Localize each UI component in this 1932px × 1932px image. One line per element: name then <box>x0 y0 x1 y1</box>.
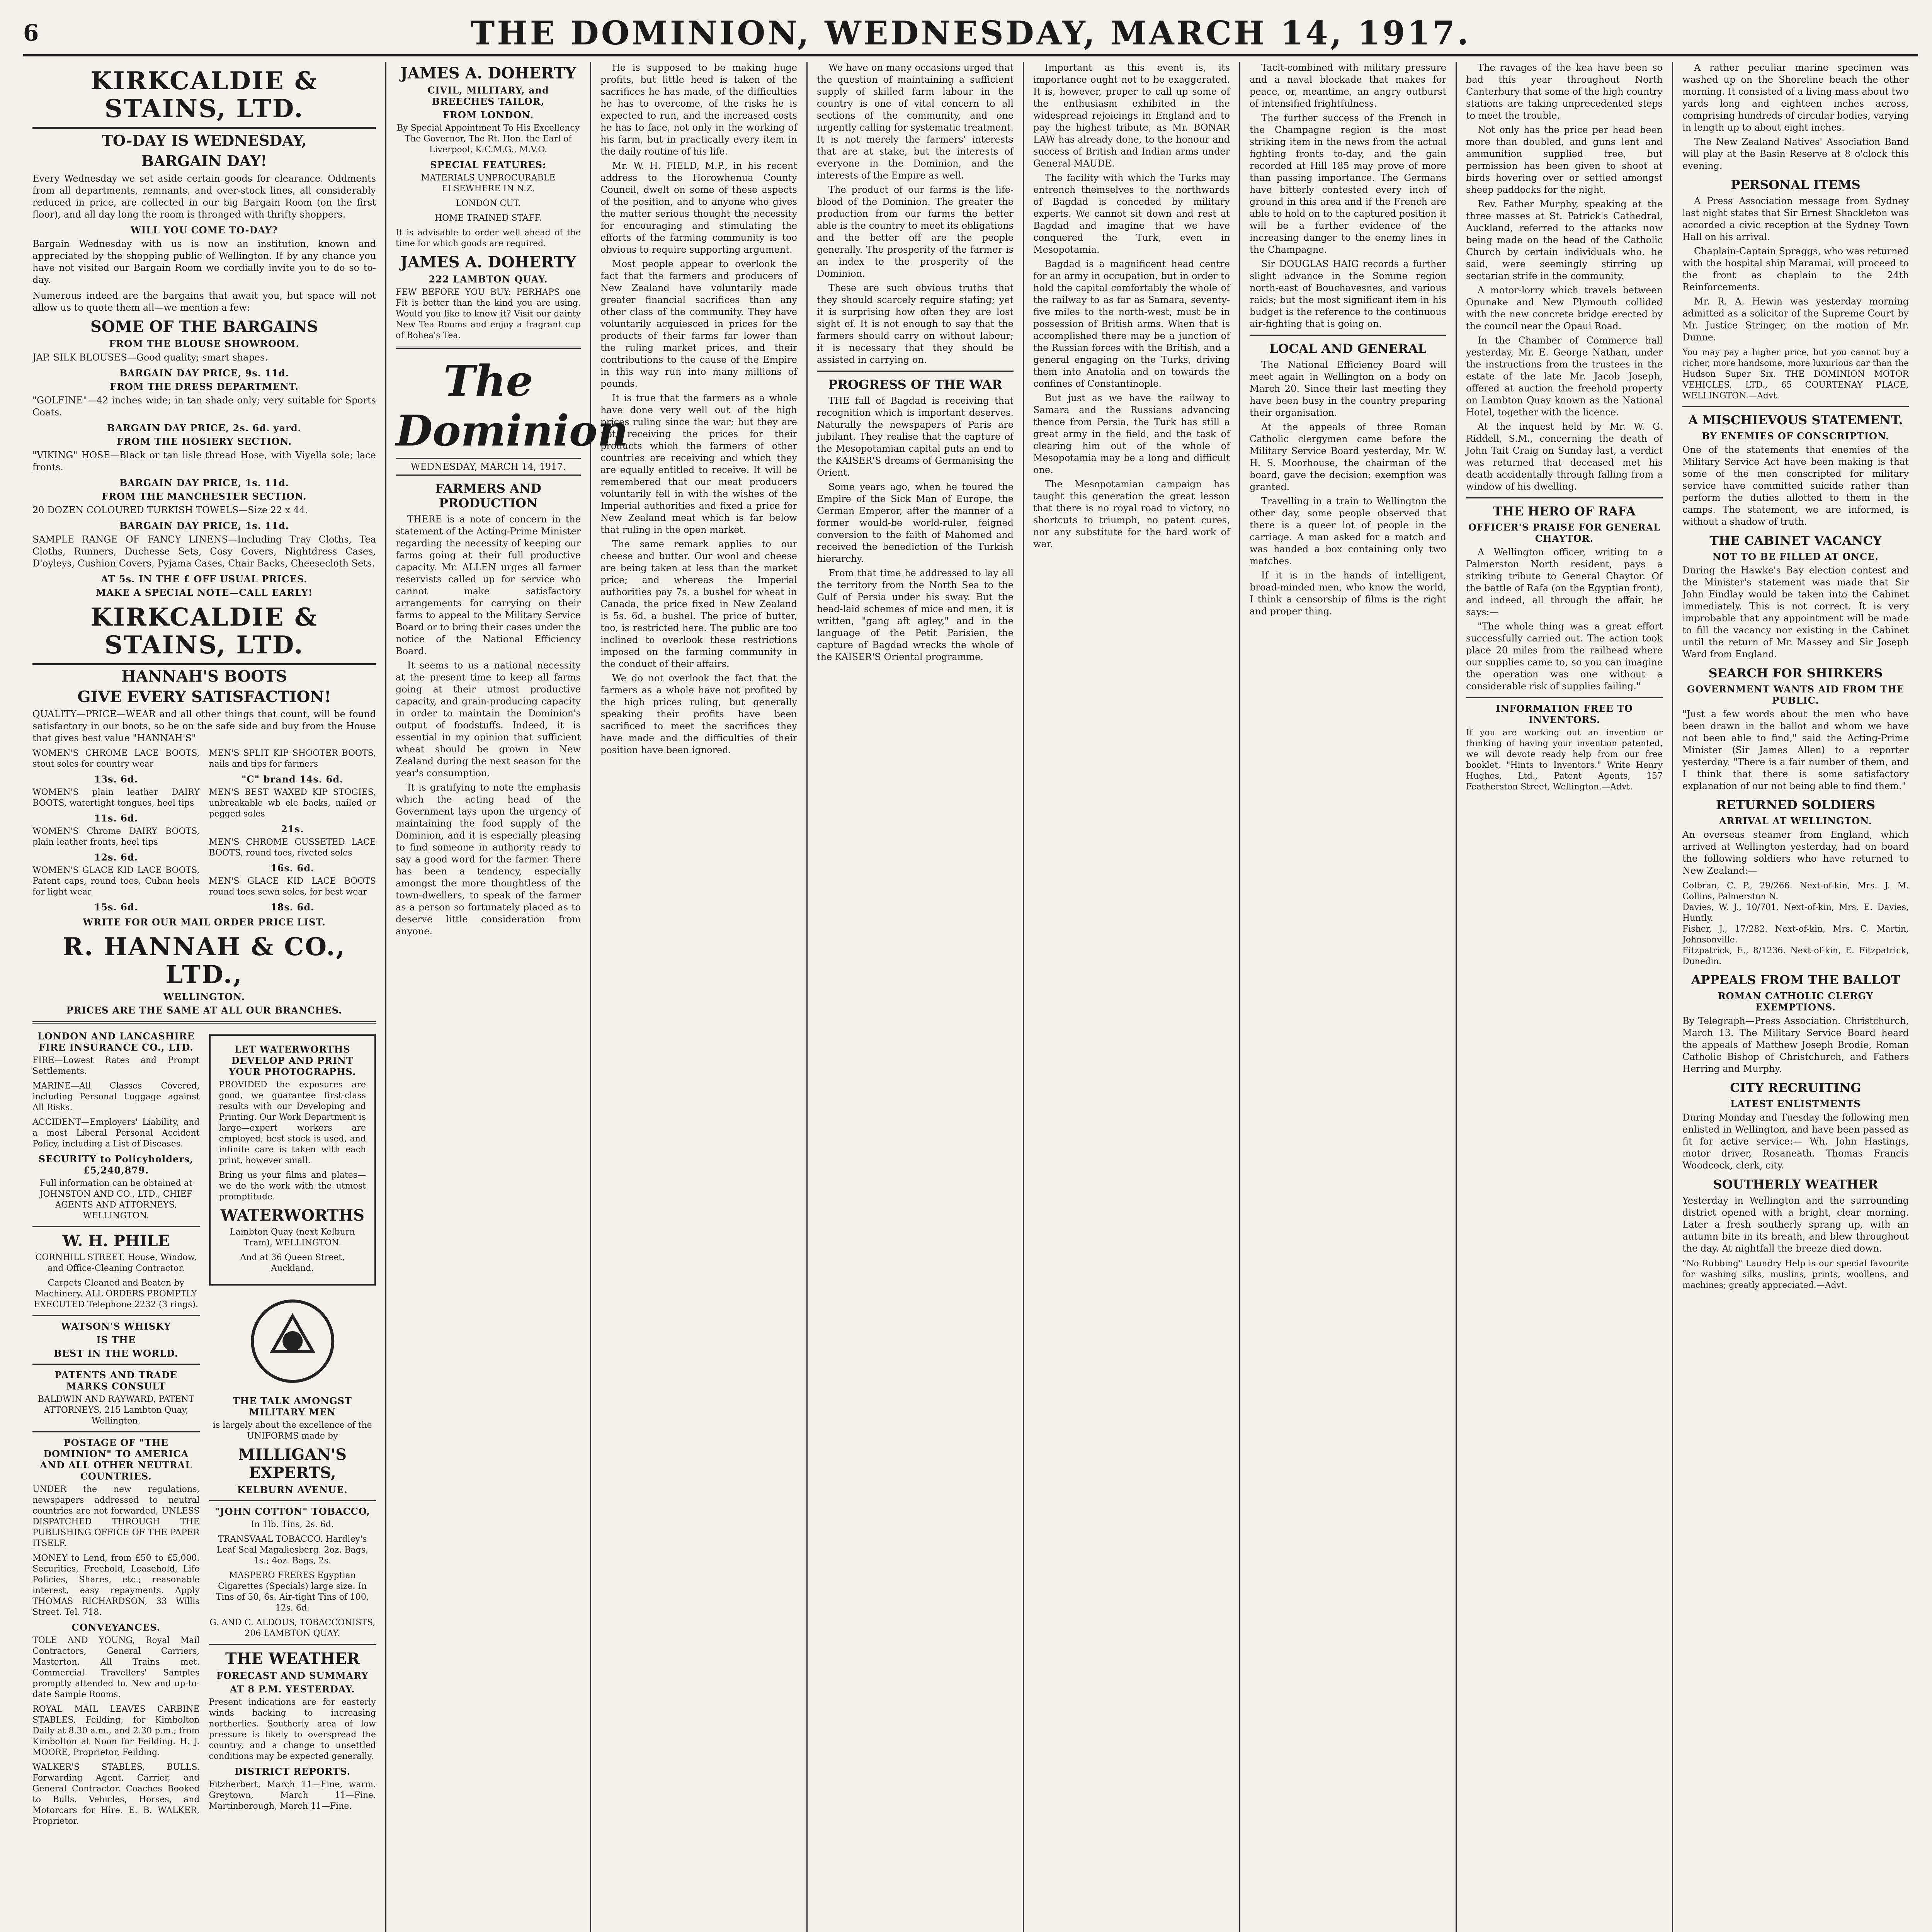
local-para: In the Chamber of Commerce hall yesterday, Mr. E. George Nathan, under the instructions from the trustees in the estate of the late Mr. Jacob Joseph, offered at auction the freehold property on Lambton Quay known as the National Hotel, together with the licence. <box>1466 335 1663 418</box>
columns <box>23 62 1918 1932</box>
bargain-item: "VIKING" HOSE—Black or tan lisle thread Hose, with Viyella sole; lace fronts. <box>32 450 376 473</box>
editorial-continued <box>817 62 1014 366</box>
recruiting-body: During Monday and Tuesday the following men enlisted in Wellington, and have been passed as fit for active service:— Wh. John Hastings, motor driver, Rosaneath. Thomas Francis Woodcock, clerk, city. <box>1682 1112 1909 1171</box>
insurance-agent: Full information can be obtained at JOHNSTON AND CO., LTD., CHIEF AGENTS AND ATTORNEYS, WELLINGTON. <box>39 1179 192 1221</box>
bargain-price: BARGAIN DAY PRICE, 1s. 11d. <box>119 477 289 488</box>
editorial-para: These are such obvious truths that they should scarcely require stating; yet it is surprising how often they are lost sight of. It is not enough to say that the farmers should carry on without labour; it is necessary that they should be assisted in carrying on. <box>817 282 1014 365</box>
editorial-para: He is supposed to be making huge profits, but little heed is taken of the sacrifices he has made, of the difficulties he has to overcome, of the risks he is expected to run, and the increased costs he has to face, not only in the working of his farm, but in practically every item in the daily routine of his life. <box>600 62 797 157</box>
insurance-title: LONDON AND LANCASHIRE FIRE INSURANCE CO., LTD. <box>37 1031 195 1053</box>
waterworths-box <box>209 1034 376 1286</box>
local-para: The New Zealand Natives' Association Band will play at the Basin Reserve at 8 o'clock this evening. <box>1682 136 1909 171</box>
transvaal: TRANSVAAL TOBACCO. Hardley's Leaf Seal Magaliesberg. 2oz. Bags, 1s.; 4oz. Bags, 2s. <box>216 1534 368 1566</box>
doherty-sub: CIVIL, MILITARY, and BREECHES TAILOR, <box>427 85 549 107</box>
local-para: Rev. Father Murphy, speaking at the three masses at St. Patrick's Cathedral, Auckland, referred to the attacks now being made on the head of the Catholic Church by certain individuals who, he said, were seemingly stirring up sectarian strife in the community. <box>1466 199 1663 281</box>
paper-nameplate: The Dominion <box>396 356 629 456</box>
waterworths-title: LET WATERWORTHS DEVELOP AND PRINT YOUR PHOTOGRAPHS. <box>229 1044 356 1077</box>
mischief-head: A MISCHIEVOUS STATEMENT. <box>1688 413 1903 427</box>
district-body: Fitzherbert, March 11—Fine, warm. Greytown, March 11—Fine. Martinborough, March 11—Fine. <box>209 1780 376 1811</box>
paper-dateline: WEDNESDAY, MARCH 14, 1917. <box>396 458 581 476</box>
mail-order-note: WRITE FOR OUR MAIL ORDER PRICE LIST. <box>83 917 326 928</box>
rafa-head: THE HERO OF RAFA <box>1493 504 1636 519</box>
boot-item: MEN'S GLACE KID LACE BOOTS round toes sewn soles, for best wear <box>209 876 376 897</box>
hannah-body: QUALITY—PRICE—WEAR and all other things that count, will be found satisfactory in our boots, so be on the safe side and buy from the House that gives best value "HANNAH'S" <box>32 709 376 743</box>
waterworths-ad <box>209 1029 376 1831</box>
doherty-addr: 222 LAMBTON QUAY. <box>429 274 548 285</box>
cabinet-sub: NOT TO BE FILLED AT ONCE. <box>1713 551 1879 562</box>
returned-list <box>1682 881 1909 967</box>
bargain-section-0 <box>32 338 376 379</box>
ad-bargain-day: BARGAIN DAY! <box>141 152 267 170</box>
patents-firm: BALDWIN AND RAYWARD, PATENT ATTORNEYS, 215 Lambton Quay, Wellington. <box>37 1395 194 1426</box>
boot-item: WOMEN'S CHROME LACE BOOTS, stout soles for country wear <box>32 748 200 769</box>
divider <box>396 347 581 349</box>
local-para: At the inquest held by Mr. W. G. Riddell, S.M., concerning the death of John Tait Craig on Sunday last, a verdict was returned that deceased met his death accidentally through falling from a window of his dwelling. <box>1466 421 1663 492</box>
special-line: LONDON CUT. <box>456 199 521 208</box>
whisky-line: IS THE <box>96 1334 136 1345</box>
phile-body: Carpets Cleaned and Beaten by Machinery. ALL ORDERS PROMPTLY EXECUTED Telephone 2232 (3 rings). <box>34 1278 198 1310</box>
doherty-head-2: JAMES A. DOHERTY <box>400 253 577 271</box>
weather-sub: FORECAST AND SUMMARY <box>216 1670 369 1681</box>
editorial-head: FARMERS AND PRODUCTION <box>435 481 541 510</box>
editorial-para: We do not overlook the fact that the farmers as a whole have not profited by the high prices ruling, but generally speaking their profits have been sacrificed to meet the sacrifices they have made and the difficulties of their position have been ignored. <box>600 673 797 755</box>
hannah-sub: GIVE EVERY SATISFACTION! <box>77 688 331 706</box>
bargain-section-1 <box>32 381 376 434</box>
editorial-para: Mr. W. H. FIELD, M.P., in his recent address to the Horowhenua County Council, dwelt on some of these aspects of the position, and to anyone who gives the matter serious thought the necessity for encouraging and stimulating the efforts of the farming community is too obvious to require supporting argument. <box>600 160 797 255</box>
hannah-head: HANNAH'S BOOTS <box>121 667 287 685</box>
weather2-body: Yesterday in Wellington and the surrounding district opened with a bright, clear morning. Later a fresh southerly sprang up, with an autumn bite in its breath, and blew throughout the day. At nightfall the breeze died down. <box>1682 1195 1909 1254</box>
weather-head: THE WEATHER <box>225 1650 360 1668</box>
boot-price: 11s. 6d. <box>94 813 138 824</box>
insurance-line: FIRE—Lowest Rates and Prompt Settlements. <box>32 1056 200 1076</box>
war-para: From that time he addressed to lay all the territory from the North Sea to the Gulf of Persia under his sway. But the head-laid schemes of mice and men, it is written, "gang aft agley," and in the language of the Petit Parisien, the capture of Bagdad wrecks the whole of the KAISER'S Oriental programme. <box>817 568 1014 662</box>
boot-item: MEN'S CHROME GUSSETED LACE BOOTS, round toes, riveted soles <box>209 837 376 858</box>
bargain-item: "GOLFINE"—42 inches wide; in tan shade only; very suitable for Sports Coats. <box>32 395 376 418</box>
rafa-para: "The whole thing was a great effort successfully carried out. The action took place 20 miles from the railhead where our supplies came to, so you can imagine the operation was one without a considerable risk of supplies failing." <box>1466 621 1663 692</box>
insurance-line: MARINE—All Classes Covered, including Personal Luggage against All Risks. <box>32 1081 200 1112</box>
local-para: At the appeals of three Roman Catholic clergymen came before the Military Service Board yesterday, Mr. W. H. S. Moorhouse, the chairman of the board, gave the decision; exemption was granted. <box>1250 422 1446 492</box>
weather-body: Present indications are for easterly winds backing to increasing northerlies. Southerly area of low pressure is likely to overspread the country, and a change to unsettled conditions may be expected generally. <box>209 1697 376 1761</box>
ad-why-head: WILL YOU COME TO-DAY? <box>131 224 278 236</box>
war-continued <box>1033 62 1230 550</box>
editorial-para: It is gratifying to note the emphasis which the acting head of the Government lays upon the urgency of maintaining the food supply of the Dominion, and it is especially pleasing to find someone in authority ready to say a good word for the farmer. There has been a tendency, especially amongst the more thoughtless of the town-dwellers, to speak of the farmer as a person so fortunately placed as to deserve little consideration from anyone. <box>396 782 581 937</box>
ad-wednesday-title: TO-DAY IS WEDNESDAY, <box>102 132 307 149</box>
hudson-advt: You may pay a higher price, but you cannot buy a richer, more handsome, more luxurious car than the Hudson Super Six. THE DOMINION MOTOR VEHICLES, LTD., 65 COURTENAY PLACE, WELLINGTON.—Advt. <box>1682 348 1909 401</box>
boot-item: WOMEN'S Chrome DAIRY BOOTS, plain leather fronts, heel tips <box>32 827 200 847</box>
insurance-line: ACCIDENT—Employers' Liability, and a most Liberal Personal Accident Policy, including a List of Diseases. <box>32 1117 200 1149</box>
boot-price: "C" brand 14s. 6d. <box>242 774 344 785</box>
editorial-para: THERE is a note of concern in the statement of the Acting-Prime Minister regarding the necessity of keeping our farms going at their full productive capacity. Mr. ALLEN urges all farmer reservists called up for service who cannot make satisfactory arrangements for carrying on their farms to appeal to the Military Service Board or to bring their cases under the notice of the National Efficiency Board. <box>396 514 581 656</box>
bargain-section-title: FROM THE HOSIERY SECTION. <box>116 436 292 447</box>
returned-item: Davies, W. J., 10/701. Next-of-kin, Mrs. E. Davies, Huntly. <box>1682 903 1909 923</box>
war-para: Important as this event is, its importance ought not to be exaggerated. It is, however, proper to call up some of the enthusiasm exhibited in the widespread rejoicings in England and to pay the highest tribute, as Mr. BONAR LAW has already done, to the honour and success of British and Indian arms under General MAUDE. <box>1033 62 1230 169</box>
war-continued <box>1250 62 1446 330</box>
editorial-para: The product of our farms is the life-blood of the Dominion. The greater the production from our farms the better able is the country to meet its obligations and the better off are the people generally. The prosperity of the farmer is an index to the prosperity of the Dominion. <box>817 184 1014 279</box>
talk-head: THE TALK AMONGST MILITARY MEN <box>233 1395 352 1418</box>
royal-mail: ROYAL MAIL LEAVES CARBINE STABLES, Feilding, for Kimbolton Daily at 8.30 a.m., and 2.30 p.m.; from Kimbolton at Noon for Feilding. H. J. MOORE, Proprietor, Feilding. <box>32 1704 200 1757</box>
mischief-body: One of the statements that enemies of the Military Service Act have been making is that some of the men conscripted for military service have committed suicide rather than perform the duties allotted to them in the camps. The statement, we are informed, is without a shadow of truth. <box>1682 444 1909 527</box>
ad-row-insurance <box>32 1029 376 1831</box>
special-body: It is advisable to order well ahead of the time for which goods are required. <box>396 228 581 248</box>
rafa-sub: OFFICER'S PRAISE FOR GENERAL CHAYTOR. <box>1468 522 1661 544</box>
boot-price: 12s. 6d. <box>94 852 138 863</box>
hannah-city: WELLINGTON. <box>163 991 245 1002</box>
returned-sub: ARRIVAL AT WELLINGTON. <box>1719 815 1872 827</box>
local-continued <box>1466 62 1663 493</box>
editorial-para: It is true that the farmers as a whole have done very well out of the high prices ruling since the war; but they are not receiving the prices for their products which the farmers of other countries are receiving and which they are equally entitled to receive. It will be remembered that our meat producers voluntarily fell in with the wishes of the Imperial authorities and fixed a price for New Zealand meat which is far below that ruling in the open market. <box>600 393 797 535</box>
rafa-para: A Wellington officer, writing to a Palmerston North resident, pays a striking tribute to General Chaytor. Of the battle of Rafa (on the Egyptian front), and indeed, all through the affair, he says:— <box>1466 547 1663 617</box>
divider <box>32 1226 200 1227</box>
column-5 <box>1024 62 1240 1932</box>
editorial-para: The same remark applies to our cheese and butter. Our wool and cheese are being taken at less than the market price; and whereas the Imperial authorities pay 7s. a bushel for wheat in Canada, the price fixed in New Zealand is 5s. 6d. a bushel. The price of butter, too, is restricted here. The public are too inclined to overlook these restrictions imposed on the farming community in the conduct of their affairs. <box>600 539 797 669</box>
shirkers-sub: GOVERNMENT WANTS AID FROM THE PUBLIC. <box>1687 684 1904 706</box>
doherty-head: JAMES A. DOHERTY <box>400 64 577 82</box>
divider <box>209 1644 376 1645</box>
personal-para: Mr. R. A. Hewin was yesterday morning admitted as a solicitor of the Supreme Court by Mr. Justice Stringer, on the motion of Mr. Dunne. <box>1682 296 1909 343</box>
boot-item: MEN'S SPLIT KIP SHOOTER BOOTS, nails and tips for farmers <box>209 748 376 769</box>
inventors-body: If you are working out an invention or thinking of having your invention patented, we will devote ready help from our free booklet, "Hints to Inventors." Write Henry Hughes, Ltd., Patent Agents, 157 Featherston Street, Wellington.—Advt. <box>1466 728 1663 792</box>
war-para: Tacit-combined with military pressure and a naval blockade that makes for peace, or, meantime, an angry outburst of intensified frightfulness. <box>1250 62 1446 109</box>
war-para: Some years ago, when he toured the Empire of the Sick Man of Europe, the German Emperor, after the manner of a former would-be world-ruler, feigned conversion to the faith of Mahomed and received the benediction of the Turkish hierarchy. <box>817 481 1014 564</box>
divider <box>32 1021 376 1024</box>
page-number: 6 <box>23 20 39 46</box>
boot-price: 15s. 6d. <box>94 901 138 913</box>
local-continued <box>1682 62 1909 172</box>
john-cotton-sub: In 1lb. Tins, 2s. 6d. <box>251 1520 334 1529</box>
bargain-section-3 <box>32 491 376 531</box>
editorial-continued <box>600 62 797 756</box>
boot-price: 21s. <box>281 823 304 835</box>
returned-item: Colbran, C. P., 29/266. Next-of-kin, Mrs. J. M. Collins, Palmerston N. <box>1682 881 1909 901</box>
war-para: The facility with which the Turks may entrench themselves to the northwards of Bagdad is conceded by military experts. We cannot sit down and rest at Bagdad and imagine that we have conquered the Turk, even in Mesopotamia. <box>1033 172 1230 255</box>
ad-brand-kirkcaldie: KIRKCALDIE & STAINS, LTD. <box>32 67 376 129</box>
editorial-para: Most people appear to overlook the fact that the farmers and producers of New Zealand have voluntarily made greater financial sacrifices than any other class of the community. They have voluntarily acquiesced in prices for the products of their farms far lower than the ruling market prices, and their contributions to the cause of the Empire in this way run into many millions of pounds. <box>600 259 797 389</box>
masthead <box>23 12 1918 56</box>
appeals-head: APPEALS FROM THE BALLOT <box>1691 973 1900 987</box>
shirkers-head: SEARCH FOR SHIRKERS <box>1708 666 1883 680</box>
returned-head: RETURNED SOLDIERS <box>1716 798 1876 812</box>
ad-brand-kirkcaldie-2: KIRKCALDIE & STAINS, LTD. <box>32 604 376 665</box>
boot-price: 13s. 6d. <box>94 774 138 785</box>
editorial-para: We have on many occasions urged that the question of maintaining a sufficient supply of skilled farm labour in the country is one of vital concern to all sections of the community, and one urgently calling for systematic treatment. It is not merely the farmers' interests that are at stake, but the interests of everyone in the Dominion, and the interests of the Empire as well. <box>817 62 1014 181</box>
insurance-security: SECURITY to Policyholders, £5,240,879. <box>38 1153 194 1176</box>
divider <box>1682 406 1909 407</box>
mischief-sub: BY ENEMIES OF CONSCRIPTION. <box>1702 430 1889 442</box>
doherty-appt: By Special Appointment To His Excellency The Governor, The Rt. Hon. the Earl of Liverpool, K.C.M.G., M.V.O. <box>396 123 580 155</box>
column-4 <box>808 62 1024 1932</box>
special-line: HOME TRAINED STAFF. <box>434 213 542 223</box>
waterworths-body-2: Bring us your films and plates—we do the work with the utmost promptitude. <box>219 1170 366 1202</box>
walker-body: WALKER'S STABLES, BULLS. Forwarding Agent, Carrier, and General Contractor. Coaches Booked to Bulls. Vehicles, Horses, and Motorcars for Hire. E. B. WALKER, Proprietor. <box>32 1762 200 1826</box>
personal-para: Chaplain-Captain Spraggs, who was returned with the hospital ship Maramai, will proceed to the front as chaplain to the 24th Reinforcements. <box>1682 246 1909 293</box>
bargain-section-2 <box>32 436 376 488</box>
column-3 <box>591 62 808 1932</box>
whisky-line: BEST IN THE WORLD. <box>54 1348 179 1359</box>
divider <box>32 1431 200 1432</box>
local-body <box>1250 359 1446 617</box>
bargain-item: JAP. SILK BLOUSES—Good quality; smart shapes. <box>32 352 268 363</box>
personal-body <box>1682 195 1909 344</box>
ad-why-body: Bargain Wednesday with us is now an institution, known and appreciated by the shopping public of Wellington. If by any chance you have not visited our Bargain Room we cordially invite you to do so to-day. <box>32 238 376 285</box>
masthead-title: THE DOMINION, WEDNESDAY, MARCH 14, 1917. <box>470 14 1471 52</box>
bargain-section-title: FROM THE MANCHESTER SECTION. <box>102 491 307 502</box>
divider <box>32 1364 200 1365</box>
whisky-line: WATSON'S WHISKY <box>61 1321 171 1332</box>
recruiting-head: CITY RECRUITING <box>1730 1080 1861 1095</box>
war-para: Sir DOUGLAS HAIG records a further slight advance in the Somme region north-east of Bouchavesnes, and various raids; but the most significant item in his budget is the reference to the continuous air-fighting that is going on. <box>1250 259 1446 329</box>
divider <box>32 1315 200 1316</box>
war-body <box>817 395 1014 663</box>
bargain-price: BARGAIN DAY PRICE, 1s. 11d. <box>119 520 289 531</box>
war-para: The Mesopotamian campaign has taught this generation the great lesson that there is no royal road to victory, no shortcuts to triumph, no patent cures, nor any substitute for the hard work of war. <box>1033 479 1230 549</box>
boots-right <box>209 748 376 915</box>
special-head: SPECIAL FEATURES: <box>430 159 546 170</box>
talk-body: is largely about the excellence of the UNIFORMS made by <box>213 1420 372 1441</box>
bargain-price: BARGAIN DAY PRICE, 9s. 11d. <box>119 367 289 379</box>
phile-addr: CORNHILL STREET. House, Window, and Office-Cleaning Contractor. <box>35 1253 197 1273</box>
bargain-section-title: FROM THE BLOUSE SHOWROOM. <box>109 338 299 349</box>
personal-head: PERSONAL ITEMS <box>1731 177 1861 192</box>
patents-head: PATENTS AND TRADE MARKS CONSULT <box>54 1369 177 1392</box>
district-head: DISTRICT REPORTS. <box>234 1766 350 1777</box>
special-line: MATERIALS UNPROCURABLE ELSEWHERE IN N.Z. <box>421 173 556 194</box>
boots-list <box>32 748 376 915</box>
column-1-ads <box>23 62 386 1932</box>
talk-addr: KELBURN AVENUE. <box>237 1484 348 1495</box>
editorial-body <box>396 514 581 937</box>
divider <box>817 371 1014 372</box>
boot-item: WOMEN'S GLACE KID LACE BOOTS, Patent caps, round toes, Cuban heels for light wear <box>32 866 200 897</box>
war-head: PROGRESS OF THE WAR <box>828 377 1002 392</box>
returned-body: An overseas steamer from England, which arrived at Wellington yesterday, had on board the following soldiers who have returned to New Zealand:— <box>1682 829 1909 876</box>
divider <box>1466 697 1663 698</box>
waterworths-addr: Lambton Quay (next Kelburn Tram), WELLINGTON. <box>230 1227 355 1248</box>
weather2-head: SOUTHERLY WEATHER <box>1713 1177 1878 1192</box>
hannah-prices: PRICES ARE THE SAME AT ALL OUR BRANCHES. <box>66 1005 342 1016</box>
postage-head: POSTAGE OF "THE DOMINION" TO AMERICA AND ALL OTHER NEUTRAL COUNTRIES. <box>40 1437 192 1482</box>
local-para: Travelling in a train to Wellington the other day, some people observed that there is a queer lot of people in the carriage. A man asked for a match and was handed a box containing only two matches. <box>1250 496 1446 566</box>
boot-price: 18s. 6d. <box>270 901 315 913</box>
column-7 <box>1457 62 1673 1932</box>
local-para: The ravages of the kea have been so bad this year throughout North Canterbury that some of the high country stations are taking unprecedented steps to meet the trouble. <box>1466 62 1663 121</box>
appeals-body: By Telegraph—Press Association. Christchurch, March 13. The Military Service Board heard the appeals of Matthew Joseph Brodie, Roman Catholic Bishop of Christchurch, and Fathers Herring and Murphy. <box>1682 1015 1909 1074</box>
military-crest-icon <box>209 1291 376 1391</box>
waterworths-brand: WATERWORTHS <box>220 1206 365 1225</box>
local-para: A motor-lorry which travels between Opunake and New Plymouth collided with the new concrete bridge erected by the council near the Opaui Road. <box>1466 285 1663 332</box>
bargain-price: BARGAIN DAY PRICE, 2s. 6d. yard. <box>107 422 301 434</box>
local-para: The National Efficiency Board will meet again in Wellington on a body on March 20. Since their last meeting they have been busy in the country preparing their organisation. <box>1250 359 1446 418</box>
aldous: G. AND C. ALDOUS, TOBACCONISTS, 206 LAMBTON QUAY. <box>209 1618 376 1638</box>
hannah-brand: R. HANNAH & CO., LTD., <box>63 932 346 989</box>
cabinet-body: During the Hawke's Bay election contest and the Minister's statement was made that Sir John Findlay would be taken into the Cabinet immediately. This is not correct. It is very improbable that any appointment will be made to fill the vacancy nor existing in the Cabinet until the return of Mr. Massey and Sir Joseph Ward from England. <box>1682 565 1909 660</box>
maspero: MASPERO FRERES Egyptian Cigarettes (Specials) large size. In Tins of 50, 6s. Air-tight Tins of 100, 12s. 6d. <box>216 1571 369 1613</box>
column-8 <box>1673 62 1918 1932</box>
boots-left <box>32 748 200 915</box>
cabinet-head: THE CABINET VACANCY <box>1709 533 1882 548</box>
war-para: The further success of the French in the Champagne region is the most striking item in the news from the actual fighting fronts to-day, and the gain recorded at Hill 185 may prove of more than passing importance. The Germans have bitterly contested every inch of ground in this area and if the French are able to hold on to the captured position it will be a further evidence of the increasing danger to the enemy lines in the Champagne. <box>1250 112 1446 255</box>
money-body: MONEY to Lend, from £50 to £5,000. Securities, Freehold, Leasehold, Life Policies, Shares, etc.; reasonable interest, easy repayments. Apply THOMAS RICHARDSON, 33 Willis Street. Tel. 718. <box>32 1553 200 1617</box>
war-para: Bagdad is a magnificent head centre for an army in occupation, but in order to hold the capital comfortably the whole of the railway to as far as Samara, seventy-five miles to the north-west, must be in possession of British arms. When that is accomplished there may be a junction of the Russian forces with the British, and a general engaging on the Turks, driving them into Anatolia and on towards the confines of Constantinople. <box>1033 259 1230 389</box>
ad-wednesday-body: Every Wednesday we set aside certain goods for clearance. Oddments from all departments, remnants, and over-stock lines, all considerably reduced in price, are collected in our big Bargain Room (on the first floor), and all day long the room is thronged with thrifty shoppers. <box>32 173 376 220</box>
column-2 <box>386 62 629 1932</box>
tole-body: TOLE AND YOUNG, Royal Mail Contractors, General Carriers, Masterton. All Trains met. Commercial Travellers' Samples promptly attended to. New and up-to-date Sample Rooms. <box>32 1636 200 1699</box>
appeals-sub: ROMAN CATHOLIC CLERGY EXEMPTIONS. <box>1718 990 1874 1013</box>
personal-para: A Press Association message from Sydney last night states that Sir Ernest Shackleton was accorded a civic reception at the Sydney Town Hall on his arrival. <box>1682 196 1909 242</box>
john-cotton-head: "JOHN COTTON" TOBACCO, <box>214 1506 370 1517</box>
sample-price: AT 5s. IN THE £ OFF USUAL PRICES. <box>101 573 308 585</box>
rafa-body <box>1466 546 1663 692</box>
local-para: A rather peculiar marine specimen was washed up on the Shoreline beach the other morning. It consisted of a living mass about two yards long and eighteen inches across, comprising hundreds of circular bodies, varying in length up to about eight inches. <box>1682 62 1909 133</box>
inventors-head: INFORMATION FREE TO INVENTORS. <box>1496 703 1633 725</box>
local-head: LOCAL AND GENERAL <box>1269 341 1427 356</box>
laundry-advt: "No Rubbing" Laundry Help is our special favourite for washing silks, muslins, prints, woollens, and machines; greatly appreciated.—Advt. <box>1682 1259 1909 1290</box>
conveyances-head: CONVEYANCES. <box>71 1622 160 1633</box>
recruiting-sub: LATEST ENLISTMENTS <box>1730 1098 1861 1109</box>
insurance-ad <box>32 1029 200 1831</box>
postage-body: UNDER the new regulations, newspapers addressed to neutral countries are not forwarded, UNLESS DISPATCHED THROUGH THE PUBLISHING OFFICE OF THE PAPER ITSELF. <box>32 1485 200 1548</box>
editorial-para: It seems to us a national necessity at the present time to keep all farms going at their utmost productive capacity, and grain-producing capacity in order to maintain the Dominion's output of foodstuffs. Indeed, it is essential in my opinion that sufficient wheat should be grown in New Zealand during the next season for the year's consumption. <box>396 660 581 779</box>
returned-item: Fisher, J., 17/282. Next-of-kin, Mrs. C. Martin, Johnsonville. <box>1682 924 1909 945</box>
waterworths-auck: And at 36 Queen Street, Auckland. <box>240 1253 345 1273</box>
bargain-item: 20 DOZEN COLOURED TURKISH TOWELS—Size 22 x 44. <box>32 505 308 515</box>
boot-price: 16s. 6d. <box>270 862 315 874</box>
doherty-from: FROM LONDON. <box>442 109 534 121</box>
bargain-section-title: FROM THE DRESS DEPARTMENT. <box>110 381 299 392</box>
column-6 <box>1240 62 1457 1932</box>
doherty-ad-2: FEW BEFORE YOU BUY: PERHAPS one Fit is better than the kind you are using. Would you like to know it? Visit our dainty New Tea Rooms and enjoy a fragrant cup of Bohea's Tea. <box>396 287 581 340</box>
war-para: But just as we have the railway to Samara and the Russians advancing thence from Persia, the Turk has still a great army in the field, and the task of clearing him out of the whole of Mesopotamia may be a long and difficult one. <box>1033 393 1230 475</box>
war-para: THE fall of Bagdad is receiving that recognition which is important deserves. Naturally the newspapers of Paris are jubilant. They realise that the capture of the Mesopotamian capital puts an end to the KAISER'S dreams of Germanising the Orient. <box>817 395 1014 478</box>
ad-bargains-head: SOME OF THE BARGAINS <box>90 318 318 336</box>
returned-item: Fitzpatrick, E., 8/1236. Next-of-kin, E. Fitzpatrick, Dunedin. <box>1682 946 1909 966</box>
weather-time: AT 8 P.M. YESTERDAY. <box>230 1684 355 1695</box>
local-para: Not only has the price per head been more than doubled, and guns lent and ammunition supplied free, but permission has been given to shoot at birds hovering over or settled amongst sheep paddocks for the night. <box>1466 124 1663 195</box>
waterworths-body: PROVIDED the exposures are good, we guarantee first-class results with our Developing and Printing. Our Work Department is large—expert workers are employed, best stock is used, and infinite care is taken with each print, however small. <box>219 1080 366 1165</box>
divider <box>1466 497 1663 498</box>
phile-head: W. H. PHILE <box>62 1232 170 1250</box>
local-para: If it is in the hands of intelligent, broad-minded men, who know the world, I think a censorship of films is the right and proper thing. <box>1250 570 1446 617</box>
divider <box>1250 335 1446 336</box>
shirkers-body: "Just a few words about the men who have been drawn in the ballot and whom we have not been able to find," said the Acting-Prime Minister (Sir James Allen) to a reporter yesterday. "There is a fair number of them, and I think that there is some satisfactory explanation of our not being able to find them." <box>1682 709 1909 791</box>
boot-item: MEN'S BEST WAXED KIP STOGIES, unbreakable wb ele backs, nailed or pegged soles <box>209 787 376 819</box>
special-note: MAKE A SPECIAL NOTE—CALL EARLY! <box>95 587 313 598</box>
ad-why-body-2: Numerous indeed are the bargains that await you, but space will not allow us to quote them all—we mention a few: <box>32 290 376 313</box>
talk-brand: MILLIGAN'S EXPERTS, <box>238 1446 347 1482</box>
boot-item: WOMEN'S plain leather DAIRY BOOTS, watertight tongues, heel tips <box>32 787 200 808</box>
divider <box>209 1500 376 1501</box>
sample-line: SAMPLE RANGE OF FANCY LINENS—Including Tray Cloths, Tea Cloths, Runners, Duchesse Sets, Cosy Covers, Nightdress Cases, D'oyleys, Cushion Covers, Pyjama Cases, Chair Backs, Cheesecloth Sets. <box>32 534 376 569</box>
